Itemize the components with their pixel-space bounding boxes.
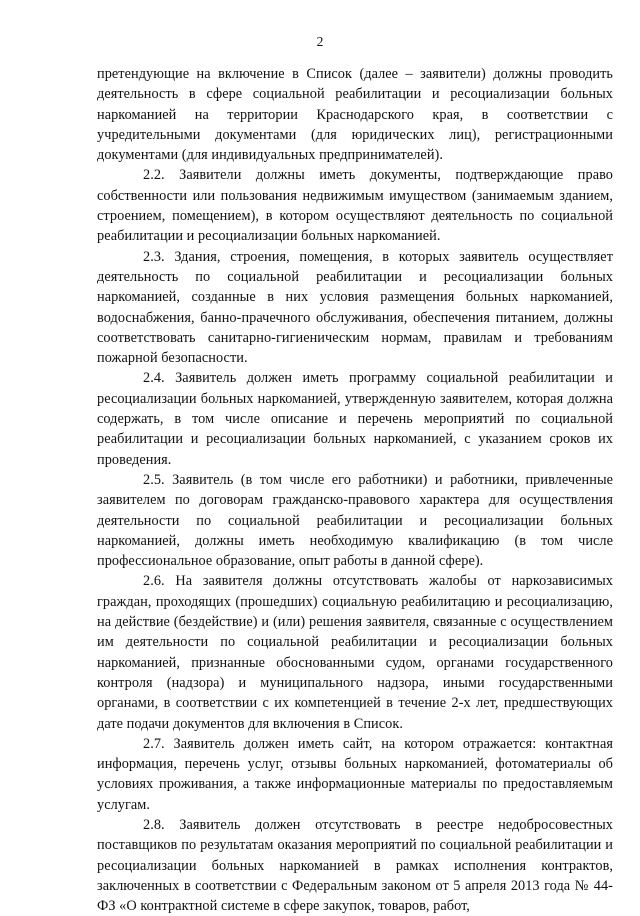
paragraph-2-2: 2.2. Заявители должны иметь документы, подтверждающие право собственности или пользования недвижимым имуществом (занимаемым зданием, строением, помещением), в котором осуществляют деятельность по социальной реабилитации и ресоциализации больных наркоманией.	[97, 167, 613, 245]
paragraph-2-3: 2.3. Здания, строения, помещения, в которых заявитель осуществляет деятельность по социальной реабилитации и ресоциализации больных наркоманией, созданные в них условия размещения больных наркоманией, водоснабжения, банно-прачечного обслуживания, обеспечения питанием, должны соответствовать санитарно-гигиеническим нормам, правилам и требованиям пожарной безопасности.	[97, 248, 613, 367]
document-body	[97, 64, 613, 916]
paragraph-2-6: 2.6. На заявителя должны отсутствовать жалобы от наркозависимых граждан, проходящих (прошедших) социальную реабилитацию и ресоциализацию, на действие (бездействие) и (или) решения заявителя, связанные с осуществлением им деятельности по социальной реабилитации и ресоциализации больных наркоманией, признанные обоснованными судом, органами государственного контроля (надзора) и муниципального надзора, иными государственными органами, в соответствии с их компетенцией в течение 2-х лет, предшествующих дате подачи документов для включения в Список.	[97, 573, 613, 732]
paragraph-2-8: 2.8. Заявитель должен отсутствовать в реестре недобросовестных поставщиков по результатам оказания мероприятий по социальной реабилитации и ресоциализации больных наркоманией в рамках исполнения контрактов, заключенных в соответствии с Федеральным законом от 5 апреля 2013 года № 44-ФЗ «О контрактной системе в сфере закупок, товаров, работ,	[97, 816, 613, 915]
paragraph-2-7: 2.7. Заявитель должен иметь сайт, на котором отражается: контактная информация, перечень услуг, отзывы больных наркоманией, фотоматериалы об условиях проживания, а также информационные материалы по предоставляемым услугам.	[97, 735, 613, 813]
paragraph-continuation: претендующие на включение в Список (далее – заявители) должны проводить деятельность в сфере социальной реабилитации и ресоциализации больных наркоманией на территории Краснодарского края, в соответствии с учредительными документами (для юридических лиц), регистрационными документами (для индивидуальных предпринимателей).	[97, 66, 613, 164]
paragraph-2-4: 2.4. Заявитель должен иметь программу социальной реабилитации и ресоциализации больных наркоманией, утвержденную заявителем, которая должна содержать, в том числе описание и перечень мероприятий по социальной реабилитации и ресоциализации больных наркоманией, с указанием сроков их проведения.	[97, 370, 613, 468]
paragraph-2-5: 2.5. Заявитель (в том числе его работники) и работники, привлеченные заявителем по договорам гражданско-правового характера для осуществления деятельности по социальной реабилитации и ресоциализации больных наркоманией, должны иметь необходимую квалификацию (в том числе профессиональное образование, опыт работы в данной сфере).	[97, 471, 613, 570]
page-number: 2	[316, 34, 324, 49]
